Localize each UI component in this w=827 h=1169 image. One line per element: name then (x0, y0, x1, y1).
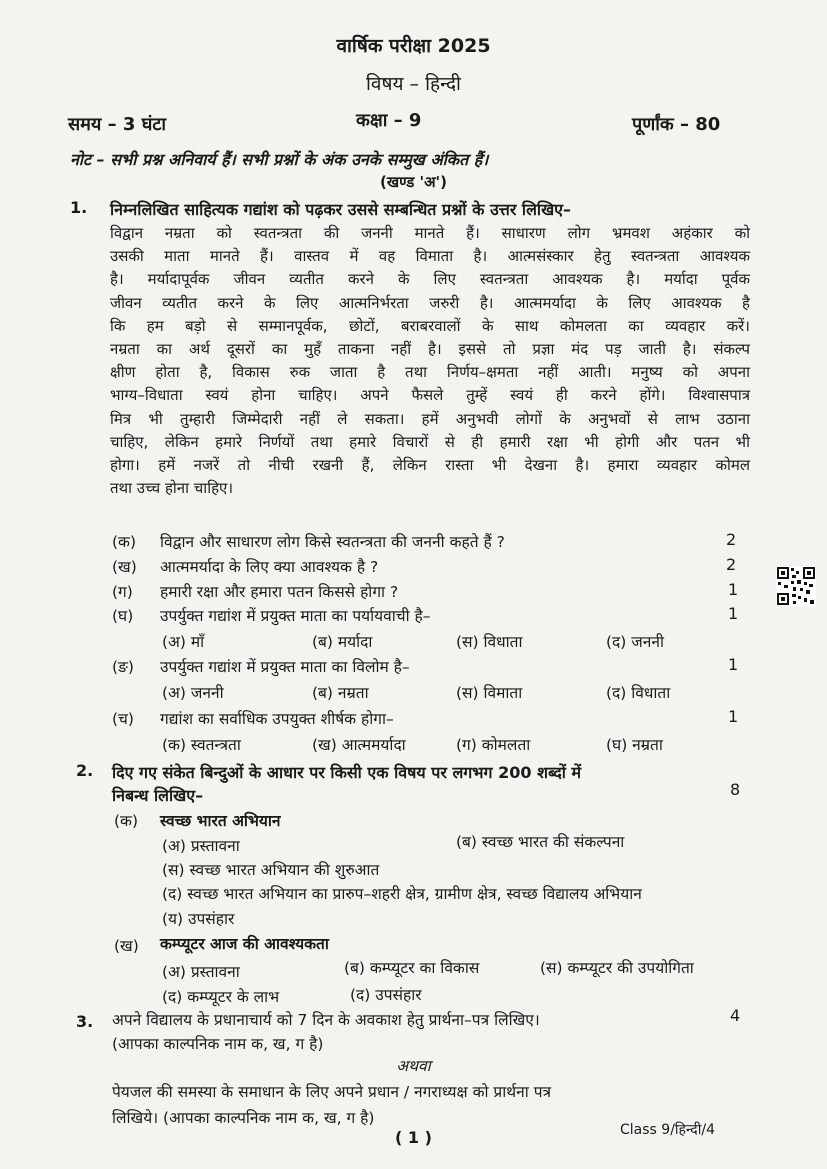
answer-option: (द) विधाता (606, 684, 671, 702)
question-text: अपने विद्यालय के प्रधानाचार्य को 7 दिन के अवकाश हेतु प्रार्थना–पत्र लिखिए। (112, 1011, 540, 1029)
instruction-note: नोट – सभी प्रश्न अनिवार्य हैं। सभी प्रश्नों के अंक उनके सम्मुख अंकित हैं। (70, 150, 489, 169)
question-note: (आपका काल्पनिक नाम क, ख, ग है) (112, 1035, 324, 1053)
marks-value: 1 (728, 655, 739, 674)
topic-label: (ख) (114, 937, 139, 955)
sub-label: (क) (112, 533, 136, 551)
essay-point: (स) कम्प्यूटर की उपयोगिता (540, 959, 694, 977)
question-number: 1. (70, 198, 88, 217)
passage-line: मित्र भी तुम्हारी जिम्मेदारी नहीं ले सकता। हमें अनुभवी लोगों के अनुभवों से लाभ उठाना (110, 409, 750, 428)
essay-point: (स) स्वच्छ भारत अभियान की शुरुआत (162, 861, 380, 879)
sub-label: (ङ) (112, 658, 134, 676)
answer-option: (स) विमाता (456, 684, 523, 702)
qr-code-icon (776, 566, 816, 606)
passage-line: भाग्य–विधाता स्वयं होना चाहिए। अपने फैसले तुम्हें स्वयं ही करने होंगे। विश्वासपात्र (110, 386, 750, 405)
sub-question: आत्ममर्यादा के लिए क्या आवश्यक है ? (160, 558, 379, 576)
answer-option: (घ) नम्रता (606, 736, 663, 754)
passage-line: नम्रता का अर्थ दूसरों का मुहँ ताकना नहीं है। इससे तो प्रज्ञा मंद पड़ जाती है। संकल्प (110, 340, 750, 359)
question-heading: निबन्ध लिखिए– (112, 786, 204, 805)
essay-point: (ब) कम्प्यूटर का विकास (344, 959, 480, 977)
question-text: लिखिये। (आपका काल्पनिक नाम क, ख, ग है) (112, 1109, 375, 1127)
essay-point: (द) उपसंहार (350, 986, 422, 1004)
sub-label: (घ) (112, 607, 134, 625)
sub-label: (ग) (112, 583, 133, 601)
marks-value: 4 (730, 1006, 741, 1025)
answer-option: (ब) नम्रता (312, 684, 369, 702)
passage-line: होगा। हमें नजरें तो नीची रखनी हैं, लेकिन रास्ता भी देखना है। हमारा व्यवहार कोमल (110, 456, 750, 475)
answer-option: (ब) मर्यादा (312, 633, 373, 651)
marks-value: 1 (728, 580, 739, 599)
topic-label: (क) (114, 812, 138, 830)
passage (110, 222, 750, 500)
sub-question: उपर्युक्त गद्यांश में प्रयुक्त माता का विलोम है– (160, 658, 410, 676)
class-label: कक्षा – 9 (356, 110, 422, 131)
question-number: 2. (76, 761, 94, 780)
passage-line: उसकी माता मानते हैं। वास्तव में वह विमाता है। आत्मसंस्कार हेतु स्वतन्त्रता आवश्यक (110, 247, 750, 266)
essay-point: (ब) स्वच्छ भारत की संकल्पना (456, 833, 625, 851)
question-heading: दिए गए संकेत बिन्दुओं के आधार पर किसी एक विषय पर लगभग 200 शब्दों में (112, 763, 582, 782)
paper-code: Class 9/हिन्दी/4 (620, 1122, 715, 1138)
exam-title: वार्षिक परीक्षा 2025 (336, 35, 491, 57)
question-number: 3. (76, 1012, 94, 1031)
time-label: समय – 3 घंटा (68, 114, 167, 135)
marks-value: 2 (726, 530, 737, 549)
page-number: ( 1 ) (395, 1128, 432, 1147)
answer-option: (द) जननी (606, 633, 664, 651)
passage-line: जीवन व्यतीत करने के लिए आत्मनिर्भरता जरुरी है। आत्ममर्यादा के लिए आवश्यक है (110, 293, 750, 312)
passage-line: है। मर्यादापूर्वक जीवन व्यतीत करने के लिए स्वतन्त्रता आवश्यक है। मर्यादा पूर्वक (110, 270, 750, 289)
sub-question: उपर्युक्त गद्यांश में प्रयुक्त माता का पर्यायवाची है– (160, 607, 431, 625)
sub-label: (च) (112, 710, 134, 728)
question-text: पेयजल की समस्या के समाधान के लिए अपने प्रधान / नगराध्यक्ष को प्रार्थना पत्र (112, 1083, 552, 1101)
essay-point: (य) उपसंहार (162, 910, 235, 928)
answer-option: (ख) आत्ममर्यादा (312, 736, 406, 754)
max-marks-label: पूर्णांक – 80 (632, 114, 721, 135)
sub-question: विद्वान और साधारण लोग किसे स्वतन्त्रता की जननी कहते हैं ? (160, 533, 505, 551)
passage-line: तथा उच्च होना चाहिए। (110, 479, 234, 498)
answer-option: (स) विधाता (456, 633, 523, 651)
answer-option: (ग) कोमलता (456, 736, 531, 754)
topic-title: स्वच्छ भारत अभियान (160, 812, 281, 830)
essay-point: (अ) प्रस्तावना (162, 963, 240, 981)
answer-option: (अ) माँ (162, 633, 205, 651)
passage-line: कि हम बड़ो से सम्मानपूर्वक, छोटों, बराबरवालों के साथ कोमलता का व्यवहार करें। (110, 316, 750, 335)
answer-option: (अ) जननी (162, 684, 224, 702)
topic-title: कम्प्यूटर आज की आवश्यकता (160, 935, 329, 953)
or-separator: अथवा (396, 1057, 431, 1075)
section-label: (खण्ड 'अ') (380, 173, 447, 191)
essay-point: (द) स्वच्छ भारत अभियान का प्रारुप–शहरी क्षेत्र, ग्रामीण क्षेत्र, स्वच्छ विद्यालय अभियान (162, 885, 642, 903)
marks-value: 1 (728, 707, 739, 726)
passage-line: क्षीण होता है, विकास रुक जाता है तथा निर्णय–क्षमता नहीं आती। मनुष्य को अपना (110, 363, 750, 382)
answer-option: (क) स्वतन्त्रता (162, 736, 241, 754)
qr-code (776, 566, 816, 606)
marks-value: 1 (728, 604, 739, 623)
passage-line: चाहिए, लेकिन हमारे निर्णयों तथा हमारे विचारों से ही हमारी रक्षा भी होगी और पतन भी (110, 432, 750, 451)
marks-value: 2 (726, 555, 737, 574)
essay-point: (द) कम्प्यूटर के लाभ (162, 988, 280, 1006)
sub-question: गद्यांश का सर्वाधिक उपयुक्त शीर्षक होगा– (160, 710, 394, 728)
sub-question: हमारी रक्षा और हमारा पतन किससे होगा ? (160, 583, 399, 601)
essay-point: (अ) प्रस्तावना (162, 837, 240, 855)
subject-line: विषय – हिन्दी (366, 73, 461, 95)
question-heading: निम्नलिखित साहित्यक गद्यांश को पढ़कर उससे सम्बन्धित प्रश्नों के उत्तर लिखिए– (110, 200, 571, 219)
sub-label: (ख) (112, 558, 137, 576)
passage-line: विद्वान नम्रता को स्वतन्त्रता की जननी मानते हैं। साधारण लोग भ्रमवश अहंकार को (110, 224, 750, 242)
marks-value: 8 (730, 780, 741, 799)
